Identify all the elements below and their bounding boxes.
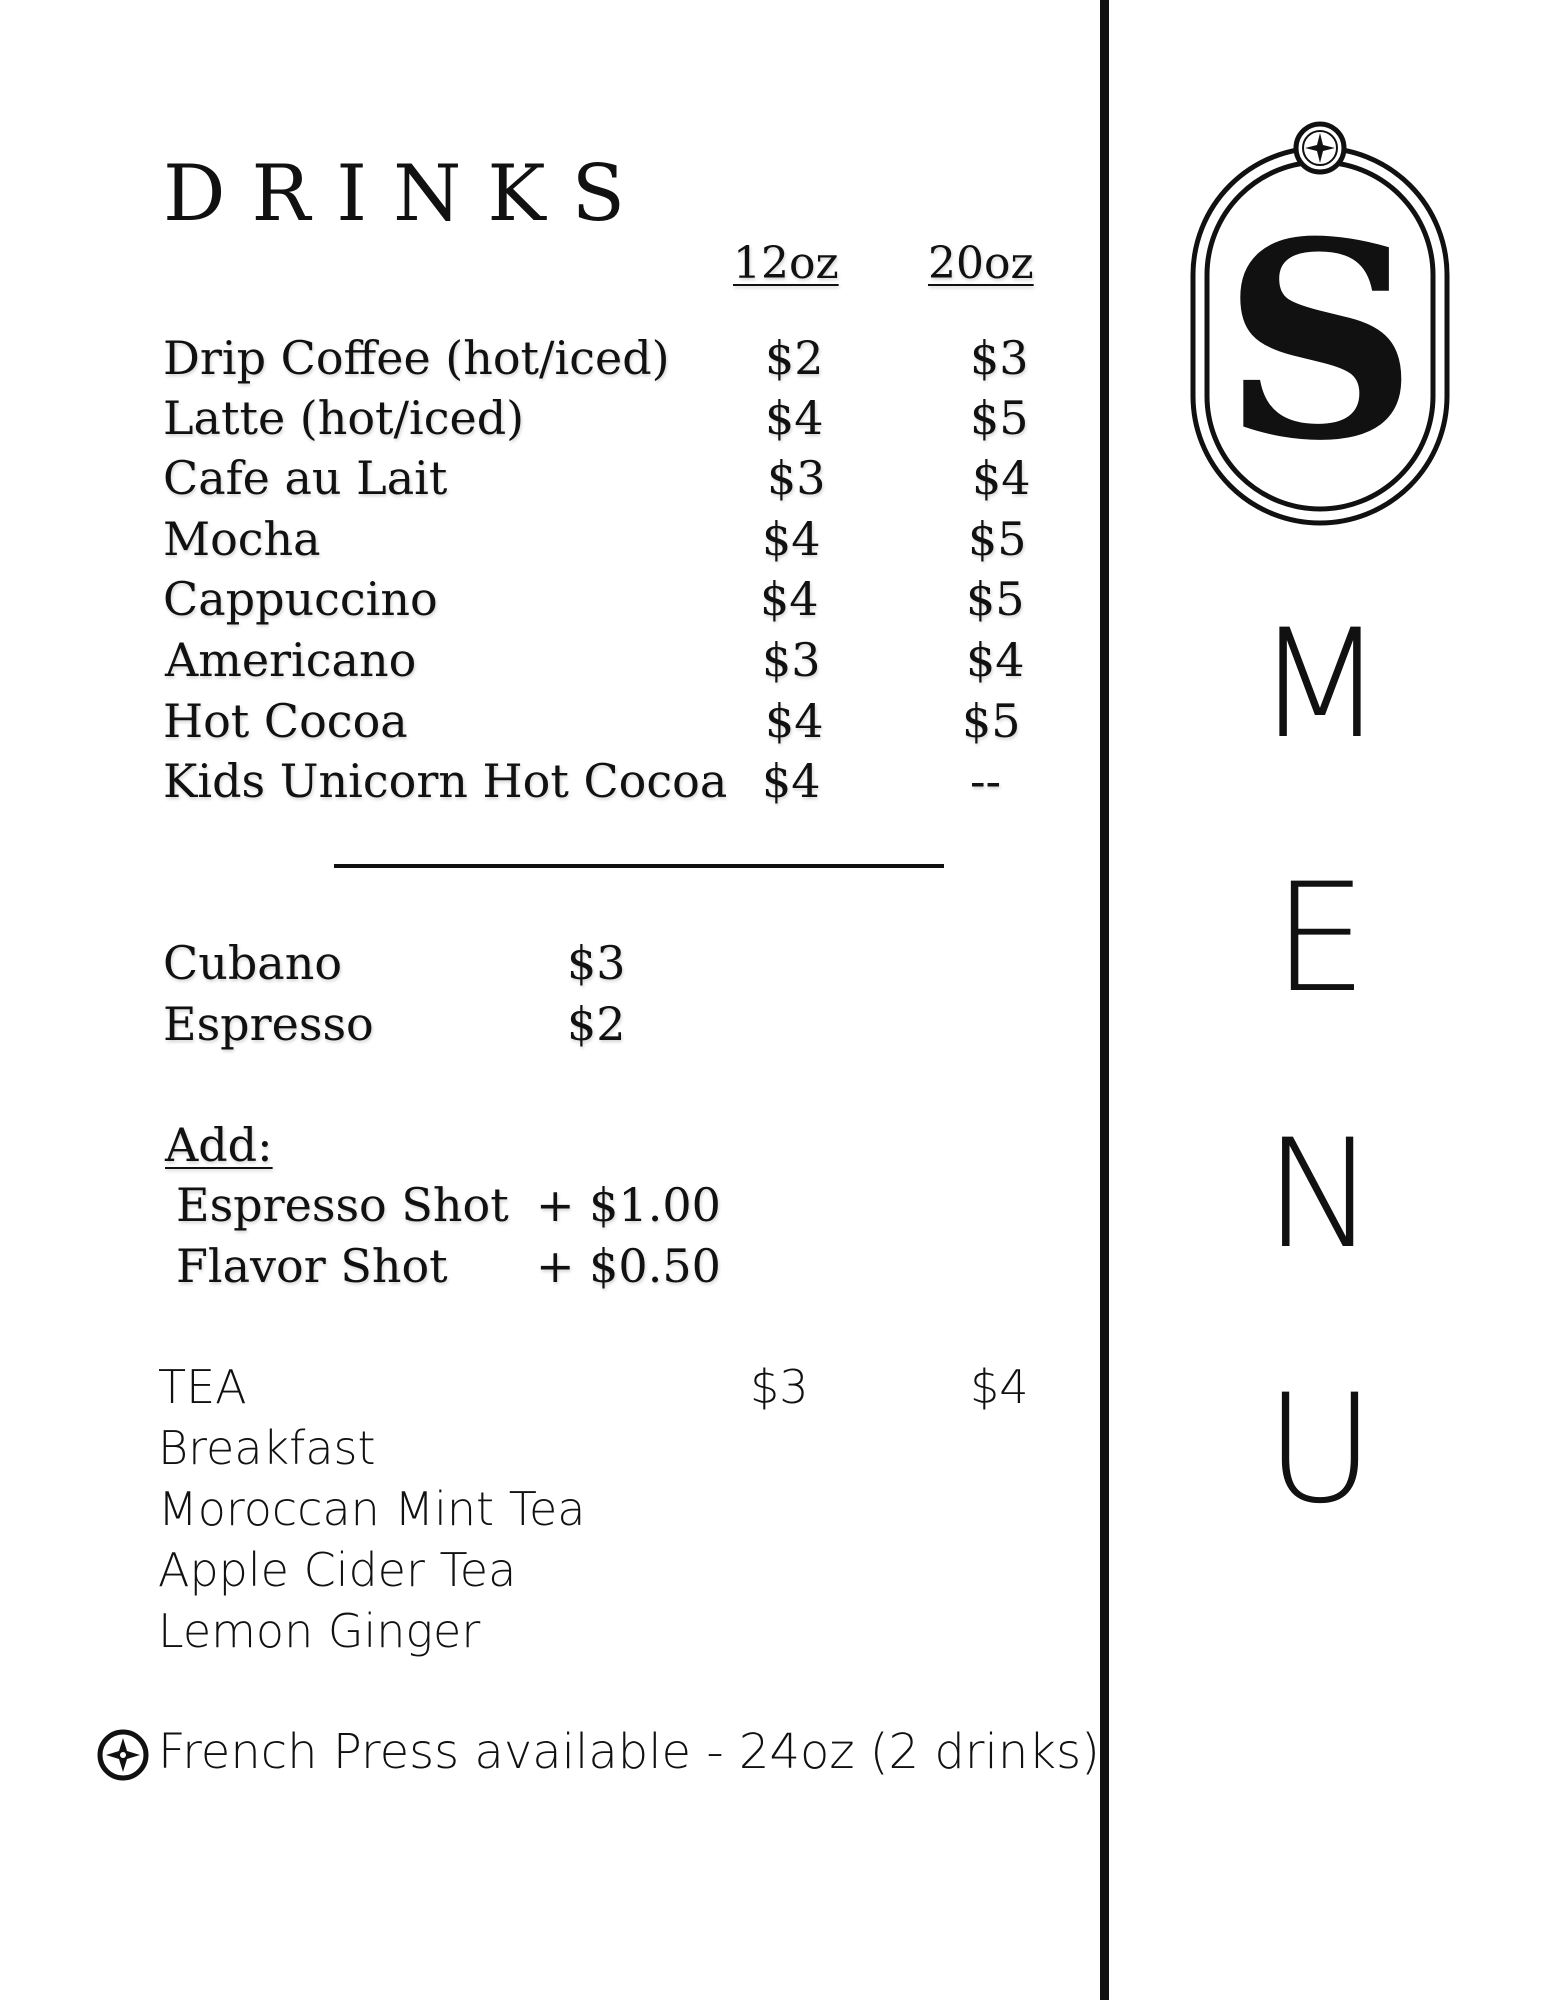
drinks-title: DRINKS — [163, 149, 652, 239]
add-on-name: Flavor Shot — [176, 1239, 448, 1293]
price-12oz: $3 — [767, 451, 826, 505]
menu-letter-m: M — [1255, 598, 1385, 772]
list-item: Breakfast — [158, 1421, 376, 1475]
drink-name: Mocha — [163, 512, 321, 566]
price-12oz: $3 — [762, 633, 821, 687]
drink-name: Espresso — [163, 997, 374, 1051]
add-on-name: Espresso Shot — [176, 1178, 509, 1232]
drink-name: Drip Coffee (hot/iced) — [163, 331, 670, 385]
compass-star-icon — [96, 1728, 150, 1782]
add-on-price: + $1.00 — [536, 1178, 721, 1232]
price-12oz: $2 — [765, 331, 824, 385]
price-20oz: $5 — [966, 572, 1025, 626]
price-12oz: $4 — [762, 512, 821, 566]
drink-name: Latte (hot/iced) — [163, 391, 525, 445]
menu-letter-n: N — [1263, 1108, 1377, 1282]
price-12oz: $4 — [765, 694, 824, 748]
price-20oz: $5 — [968, 512, 1027, 566]
price-20oz: $4 — [966, 633, 1025, 687]
list-item: Lemon Ginger — [158, 1604, 481, 1658]
drink-name: Kids Unicorn Hot Cocoa — [163, 754, 728, 808]
price-20oz: $5 — [962, 694, 1021, 748]
tea-price-12oz: $3 — [750, 1360, 809, 1414]
drink-name: Americano — [165, 633, 417, 687]
price-12oz: $4 — [760, 572, 819, 626]
price-20oz: $5 — [970, 391, 1029, 445]
vertical-divider — [1100, 0, 1109, 2000]
size-header-20oz: 20oz — [928, 238, 1034, 289]
tea-price-20oz: $4 — [970, 1360, 1029, 1414]
price-20oz: $3 — [970, 331, 1029, 385]
section-divider — [334, 864, 944, 868]
price-20oz: $4 — [972, 451, 1031, 505]
price-12oz: $4 — [762, 754, 821, 808]
price: $2 — [567, 997, 626, 1051]
add-on-price: + $0.50 — [536, 1239, 721, 1293]
list-item: Apple Cider Tea — [158, 1543, 517, 1597]
menu-letter-e: E — [1272, 852, 1368, 1026]
drink-name: Cubano — [163, 936, 343, 990]
price-12oz: $4 — [765, 391, 824, 445]
drink-name: Cafe au Lait — [163, 451, 448, 505]
price-20oz: -- — [970, 754, 1002, 808]
french-press-note: French Press available - 24oz (2 drinks) — [158, 1724, 1100, 1780]
size-header-12oz: 12oz — [733, 238, 839, 289]
drink-name: Cappuccino — [163, 572, 438, 626]
list-item: Moroccan Mint Tea — [158, 1482, 586, 1536]
s-logo — [1188, 118, 1452, 528]
tea-heading: TEA — [158, 1360, 247, 1414]
menu-letter-u: U — [1265, 1363, 1375, 1537]
add-heading: Add: — [165, 1118, 273, 1172]
drink-name: Hot Cocoa — [163, 694, 408, 748]
price: $3 — [567, 936, 626, 990]
logo-letter: S — [1222, 182, 1418, 500]
